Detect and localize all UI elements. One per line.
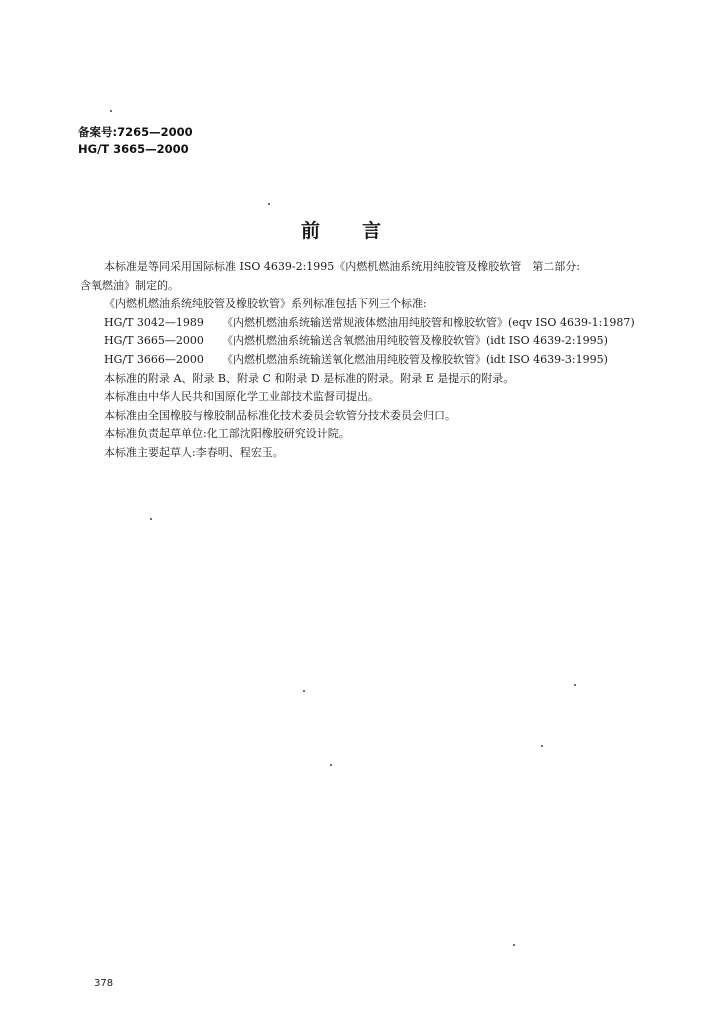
scan-speck <box>330 764 332 766</box>
filing-number: 备案号:7265—2000 <box>78 125 193 139</box>
paragraph-appendices: 本标准的附录 A、附录 B、附录 C 和附录 D 是标准的附录。附录 E 是提示的附录。 <box>104 371 515 385</box>
standards-list <box>80 314 650 370</box>
page-number: 378 <box>94 978 114 989</box>
standard-title-item: 《内燃机燃油系统输送含氧燃油用纯胶管及橡胶软管》(idt ISO 4639-2:1995) <box>222 334 608 348</box>
paragraph-series: 《内燃机燃油系统纯胶管及橡胶软管》系列标准包括下列三个标准: <box>104 297 427 311</box>
standard-title-item: 《内燃机燃油系统输送氧化燃油用纯胶管及橡胶软管》(idt ISO 4639-3:1995) <box>222 352 608 366</box>
scan-speck <box>150 518 152 520</box>
scan-speck <box>268 203 270 205</box>
standard-row <box>80 314 650 333</box>
standard-code-item: HG/T 3666—2000 <box>104 352 204 366</box>
standard-title-item: 《内燃机燃油系统输送常规液体燃油用纯胶管和橡胶软管》(eqv ISO 4639-1:1987) <box>222 315 635 329</box>
paragraph-committee: 本标准由全国橡胶与橡胶制品标准化技术委员会软管分技术委员会归口。 <box>104 408 456 422</box>
standard-code-item: HG/T 3042—1989 <box>104 315 204 329</box>
foreword-body <box>80 258 650 463</box>
scan-speck <box>110 110 112 112</box>
standard-row <box>80 351 650 370</box>
document-header <box>78 124 193 158</box>
scan-speck <box>541 745 543 747</box>
scan-speck <box>303 690 305 692</box>
paragraph-adoption-line2: 含氧燃油》制定的。 <box>80 278 179 292</box>
standard-code-item: HG/T 3665—2000 <box>104 334 204 348</box>
scan-speck <box>513 944 515 946</box>
paragraph-adoption-continued <box>80 277 650 296</box>
paragraph-drafting-unit: 本标准负责起草单位:化工部沈阳橡胶研究设计院。 <box>104 427 350 441</box>
scan-speck <box>574 684 576 686</box>
paragraph-adoption-line1: 本标准是等同采用国际标准 ISO 4639-2:1995《内燃机燃油系统用纯胶管及橡胶软管 第二部分: <box>104 260 581 273</box>
page-title: 前言 <box>300 220 423 242</box>
paragraph-proposer: 本标准由中华人民共和国原化学工业部技术监督司提出。 <box>104 390 379 404</box>
paragraph-adoption <box>80 258 650 277</box>
standard-code: HG/T 3665—2000 <box>78 142 189 156</box>
standard-row <box>80 332 650 351</box>
paragraph-drafters: 本标准主要起草人:李春明、程宏玉。 <box>104 445 284 459</box>
